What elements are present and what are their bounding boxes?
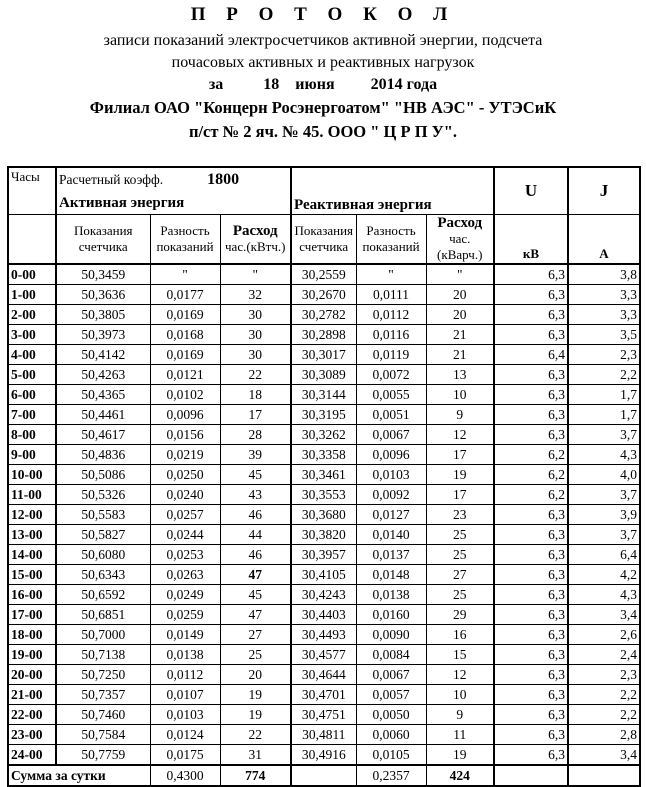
reactive-diff-cell: 0,0051 [356, 405, 426, 425]
reactive-rashod-title: Расход [437, 215, 483, 231]
active-rashod-cell: 45 [220, 465, 291, 485]
reactive-energy-header: Реактивная энергия [291, 167, 494, 215]
active-reading-cell: 50,7584 [56, 725, 150, 745]
hour-cell: 9-00 [8, 445, 56, 465]
hour-cell: 4-00 [8, 345, 56, 365]
hour-cell: 24-00 [8, 745, 56, 766]
j-cell: 3,3 [568, 305, 640, 325]
totals-label: Сумма за сутки [8, 765, 150, 786]
active-rashod-title: Расход [232, 223, 278, 239]
active-reading-cell: 50,4617 [56, 425, 150, 445]
active-diff-cell: 0,0249 [150, 585, 220, 605]
u-cell: 6,4 [494, 345, 568, 365]
reactive-reading-cell: 30,4916 [291, 745, 356, 766]
reactive-rashod-cell: 16 [426, 625, 494, 645]
active-diff-cell: 0,0240 [150, 485, 220, 505]
hour-cell: 22-00 [8, 705, 56, 725]
u-cell: 6,3 [494, 745, 568, 766]
active-reading-cell: 50,4365 [56, 385, 150, 405]
j-cell: 4,3 [568, 445, 640, 465]
u-cell: 6,3 [494, 665, 568, 685]
active-diff-cell: 0,0107 [150, 685, 220, 705]
reactive-diff-cell: 0,0067 [356, 425, 426, 445]
j-cell: 2,3 [568, 665, 640, 685]
active-reading-cell: 50,7250 [56, 665, 150, 685]
active-diff-cell: 0,0112 [150, 665, 220, 685]
table-row [8, 745, 640, 766]
active-diff-cell: 0,0102 [150, 385, 220, 405]
active-rashod-cell: 25 [220, 645, 291, 665]
reactive-rashod-cell: 9 [426, 405, 494, 425]
reactive-diff-cell: 0,0084 [356, 645, 426, 665]
active-diff-cell: 0,0257 [150, 505, 220, 525]
reactive-reading-cell: 30,4751 [291, 705, 356, 725]
j-header: J [568, 167, 640, 215]
reactive-diff-cell: 0,0050 [356, 705, 426, 725]
active-rashod-cell: 22 [220, 365, 291, 385]
active-reading-cell: 50,6343 [56, 565, 150, 585]
j-cell: 3,7 [568, 525, 640, 545]
j-unit-header: А [568, 215, 640, 265]
table-row [8, 485, 640, 505]
u-cell: 6,3 [494, 605, 568, 625]
reactive-diff-cell: 0,0119 [356, 345, 426, 365]
active-rashod-cell: 47 [220, 605, 291, 625]
table-row [8, 565, 640, 585]
hour-cell: 15-00 [8, 565, 56, 585]
totals-reactive-rashod: 424 [426, 765, 494, 786]
reactive-diff-cell: " [356, 264, 426, 285]
reactive-reading-cell: 30,2898 [291, 325, 356, 345]
reactive-diff-cell: 0,0055 [356, 385, 426, 405]
reactive-reading-cell: 30,3820 [291, 525, 356, 545]
active-diff-cell: 0,0149 [150, 625, 220, 645]
active-reading-cell: 50,3973 [56, 325, 150, 345]
active-rashod-cell: 28 [220, 425, 291, 445]
reactive-rashod-cell: 21 [426, 325, 494, 345]
date-day: 18 [263, 76, 280, 93]
reactive-diff-cell: 0,0057 [356, 685, 426, 705]
reactive-rashod-cell: 15 [426, 645, 494, 665]
hour-cell: 16-00 [8, 585, 56, 605]
j-cell: 4,0 [568, 465, 640, 485]
active-diff-header: Разность показаний [150, 215, 220, 265]
reactive-reading-cell: 30,3553 [291, 485, 356, 505]
coef-header [56, 167, 291, 191]
table-row [8, 325, 640, 345]
active-rashod-cell: 17 [220, 405, 291, 425]
readings-table [7, 166, 641, 787]
u-cell: 6,3 [494, 565, 568, 585]
totals-j-empty [568, 765, 640, 786]
u-cell: 6,3 [494, 645, 568, 665]
j-cell: 3,5 [568, 325, 640, 345]
hour-cell: 8-00 [8, 425, 56, 445]
date-month: июня [295, 76, 335, 93]
reactive-reading-cell: 30,3358 [291, 445, 356, 465]
reactive-diff-cell: 0,0067 [356, 665, 426, 685]
j-cell: 3,8 [568, 264, 640, 285]
reactive-reading-cell: 30,3017 [291, 345, 356, 365]
reactive-rashod-cell: 9 [426, 705, 494, 725]
reactive-diff-header: Разность показаний [356, 215, 426, 265]
reactive-reading-cell: 30,3144 [291, 385, 356, 405]
active-rashod-unit: час.(кВтч.) [225, 239, 286, 254]
hour-cell: 1-00 [8, 285, 56, 305]
u-cell: 6,3 [494, 505, 568, 525]
active-reading-cell: 50,7759 [56, 745, 150, 766]
reactive-reading-cell: 30,4493 [291, 625, 356, 645]
reactive-diff-cell: 0,0116 [356, 325, 426, 345]
reactive-rashod-cell: 12 [426, 665, 494, 685]
active-reading-cell: 50,5827 [56, 525, 150, 545]
reactive-reading-cell: 30,4644 [291, 665, 356, 685]
table-row [8, 505, 640, 525]
active-diff-cell: 0,0124 [150, 725, 220, 745]
reactive-diff-cell: 0,0138 [356, 585, 426, 605]
u-cell: 6,3 [494, 405, 568, 425]
table-footer [8, 765, 640, 786]
reactive-reading-cell: 30,3461 [291, 465, 356, 485]
reactive-rashod-cell: 17 [426, 445, 494, 465]
reactive-rashod-cell: 17 [426, 485, 494, 505]
table-row [8, 445, 640, 465]
active-rashod-cell: 27 [220, 625, 291, 645]
j-cell: 2,4 [568, 645, 640, 665]
active-diff-cell: 0,0175 [150, 745, 220, 766]
table-row [8, 525, 640, 545]
active-rashod-cell: 45 [220, 585, 291, 605]
table-row [8, 545, 640, 565]
hour-cell: 10-00 [8, 465, 56, 485]
reactive-rashod-cell: 29 [426, 605, 494, 625]
active-reading-cell: 50,6592 [56, 585, 150, 605]
reactive-diff-cell: 0,0127 [356, 505, 426, 525]
j-cell: 2,2 [568, 365, 640, 385]
coef-label: Расчетный коэфф. [59, 171, 164, 187]
totals-active-rashod: 774 [220, 765, 291, 786]
reactive-diff-cell: 0,0060 [356, 725, 426, 745]
u-cell: 6,3 [494, 264, 568, 285]
u-cell: 6,3 [494, 585, 568, 605]
j-cell: 6,4 [568, 545, 640, 565]
hour-cell: 2-00 [8, 305, 56, 325]
active-diff-cell: 0,0250 [150, 465, 220, 485]
hour-cell: 0-00 [8, 264, 56, 285]
table-row [8, 285, 640, 305]
hour-cell: 6-00 [8, 385, 56, 405]
reactive-rashod-cell: 20 [426, 285, 494, 305]
date-line [0, 76, 646, 94]
reactive-diff-cell: 0,0137 [356, 545, 426, 565]
u-cell: 6,3 [494, 365, 568, 385]
u-cell: 6,2 [494, 485, 568, 505]
table-row [8, 585, 640, 605]
reactive-rashod-cell: 19 [426, 465, 494, 485]
reactive-rashod-cell: 10 [426, 685, 494, 705]
active-energy-header: Активная энергия [56, 191, 291, 214]
active-reading-cell: 50,4836 [56, 445, 150, 465]
hour-cell: 17-00 [8, 605, 56, 625]
active-reading-cell: 50,4142 [56, 345, 150, 365]
table-row [8, 345, 640, 365]
table-row [8, 665, 640, 685]
table-row [8, 425, 640, 445]
j-cell: 2,3 [568, 345, 640, 365]
reactive-rashod-cell: 25 [426, 585, 494, 605]
j-cell: 1,7 [568, 385, 640, 405]
u-cell: 6,3 [494, 525, 568, 545]
reactive-reading-cell: 30,4577 [291, 645, 356, 665]
active-rashod-cell: 20 [220, 665, 291, 685]
u-cell: 6,3 [494, 285, 568, 305]
j-cell: 2,2 [568, 705, 640, 725]
active-diff-cell: 0,0259 [150, 605, 220, 625]
date-prefix: за [208, 76, 224, 93]
active-rashod-cell: 30 [220, 325, 291, 345]
reactive-rashod-cell: 21 [426, 345, 494, 365]
j-cell: 3,4 [568, 745, 640, 766]
hour-cell: 13-00 [8, 525, 56, 545]
reactive-rashod-cell: 11 [426, 725, 494, 745]
table-row [8, 385, 640, 405]
u-unit-header: кВ [494, 215, 568, 265]
reactive-reading-cell: 30,4701 [291, 685, 356, 705]
reactive-rashod-cell: 25 [426, 525, 494, 545]
active-reading-cell: 50,7138 [56, 645, 150, 665]
table-row [8, 625, 640, 645]
active-diff-cell: 0,0169 [150, 345, 220, 365]
active-diff-cell: 0,0156 [150, 425, 220, 445]
reactive-reading-cell: 30,4243 [291, 585, 356, 605]
u-cell: 6,3 [494, 725, 568, 745]
table-row [8, 305, 640, 325]
table-row [8, 465, 640, 485]
j-cell: 1,7 [568, 405, 640, 425]
table-row [8, 645, 640, 665]
hour-cell: 7-00 [8, 405, 56, 425]
j-cell: 2,2 [568, 685, 640, 705]
subtitle-line-1: записи показаний электросчетчиков активной энергии, подсчета [103, 32, 543, 49]
reactive-rashod-cell: 13 [426, 365, 494, 385]
active-rashod-header [220, 215, 291, 265]
table-body [8, 264, 640, 765]
active-reading-cell: 50,4263 [56, 365, 150, 385]
active-reading-cell: 50,7460 [56, 705, 150, 725]
table-row [8, 725, 640, 745]
j-cell: 3,4 [568, 605, 640, 625]
active-diff-cell: " [150, 264, 220, 285]
reactive-diff-cell: 0,0140 [356, 525, 426, 545]
active-rashod-cell: 46 [220, 505, 291, 525]
active-rashod-cell: 44 [220, 525, 291, 545]
active-reading-header: Показания счетчика [56, 215, 150, 265]
u-cell: 6,2 [494, 445, 568, 465]
reactive-rashod-cell: 27 [426, 565, 494, 585]
reactive-rashod-cell: 25 [426, 545, 494, 565]
active-reading-cell: 50,7000 [56, 625, 150, 645]
active-diff-cell: 0,0138 [150, 645, 220, 665]
j-cell: 2,6 [568, 625, 640, 645]
reactive-reading-cell: 30,2670 [291, 285, 356, 305]
j-cell: 3,3 [568, 285, 640, 305]
table-row [8, 685, 640, 705]
active-rashod-cell: 30 [220, 345, 291, 365]
subtitle-line-2: почасовых активных и реактивных нагрузок [171, 54, 475, 71]
reactive-diff-cell: 0,0105 [356, 745, 426, 766]
active-rashod-cell: 19 [220, 685, 291, 705]
active-diff-cell: 0,0263 [150, 565, 220, 585]
u-header: U [494, 167, 568, 215]
hour-cell: 21-00 [8, 685, 56, 705]
hour-cell: 14-00 [8, 545, 56, 565]
table-row [8, 705, 640, 725]
coef-value: 1800 [207, 170, 240, 188]
substation-line: п/ст № 2 яч. № 45. ООО " Ц Р П У". [188, 122, 458, 141]
hour-cell: 20-00 [8, 665, 56, 685]
hour-cell: 5-00 [8, 365, 56, 385]
j-cell: 4,3 [568, 585, 640, 605]
u-cell: 6,3 [494, 625, 568, 645]
hour-cell: 11-00 [8, 485, 56, 505]
active-rashod-cell: 30 [220, 305, 291, 325]
reactive-diff-cell: 0,0096 [356, 445, 426, 465]
date-year: 2014 года [370, 76, 438, 93]
reactive-reading-header: Показания счетчика [291, 215, 356, 265]
active-reading-cell: 50,3459 [56, 264, 150, 285]
active-reading-cell: 50,6080 [56, 545, 150, 565]
u-cell: 6,3 [494, 325, 568, 345]
u-cell: 6,3 [494, 545, 568, 565]
active-rashod-cell: " [220, 264, 291, 285]
active-rashod-cell: 43 [220, 485, 291, 505]
reactive-rashod-cell: 12 [426, 425, 494, 445]
hour-cell: 12-00 [8, 505, 56, 525]
reactive-reading-cell: 30,4811 [291, 725, 356, 745]
j-cell: 3,9 [568, 505, 640, 525]
table-row [8, 264, 640, 285]
reactive-rashod-cell: " [426, 264, 494, 285]
reactive-diff-cell: 0,0090 [356, 625, 426, 645]
active-reading-cell: 50,5326 [56, 485, 150, 505]
active-diff-cell: 0,0168 [150, 325, 220, 345]
active-diff-cell: 0,0219 [150, 445, 220, 465]
active-rashod-cell: 39 [220, 445, 291, 465]
reactive-diff-cell: 0,0160 [356, 605, 426, 625]
reactive-reading-cell: 30,4105 [291, 565, 356, 585]
j-cell: 3,7 [568, 425, 640, 445]
active-rashod-cell: 31 [220, 745, 291, 766]
u-cell: 6,2 [494, 465, 568, 485]
active-rashod-cell: 32 [220, 285, 291, 305]
reactive-diff-cell: 0,0148 [356, 565, 426, 585]
filial-line: Филиал ОАО "Концерн Росэнергоатом" "НВ АЭС" - УТЭСиК [89, 98, 557, 117]
u-cell: 6,3 [494, 305, 568, 325]
totals-reactive-reading-empty [291, 765, 356, 786]
active-reading-cell: 50,6851 [56, 605, 150, 625]
reactive-reading-cell: 30,3262 [291, 425, 356, 445]
totals-reactive-diff: 0,2357 [356, 765, 426, 786]
j-cell: 4,2 [568, 565, 640, 585]
totals-u-empty [494, 765, 568, 786]
reactive-reading-cell: 30,4403 [291, 605, 356, 625]
hours-header: Часы [8, 167, 56, 215]
active-diff-cell: 0,0169 [150, 305, 220, 325]
active-diff-cell: 0,0103 [150, 705, 220, 725]
j-cell: 2,8 [568, 725, 640, 745]
active-rashod-cell: 19 [220, 705, 291, 725]
u-cell: 6,3 [494, 385, 568, 405]
table-row [8, 605, 640, 625]
reactive-reading-cell: 30,3680 [291, 505, 356, 525]
active-reading-cell: 50,7357 [56, 685, 150, 705]
active-diff-cell: 0,0177 [150, 285, 220, 305]
reactive-diff-cell: 0,0103 [356, 465, 426, 485]
active-diff-cell: 0,0244 [150, 525, 220, 545]
active-reading-cell: 50,5583 [56, 505, 150, 525]
reactive-rashod-cell: 10 [426, 385, 494, 405]
reactive-diff-cell: 0,0112 [356, 305, 426, 325]
reactive-rashod-cell: 19 [426, 745, 494, 766]
active-rashod-cell: 46 [220, 545, 291, 565]
reactive-diff-cell: 0,0092 [356, 485, 426, 505]
table-row [8, 405, 640, 425]
hour-cell: 23-00 [8, 725, 56, 745]
reactive-reading-cell: 30,3089 [291, 365, 356, 385]
totals-active-diff: 0,4300 [150, 765, 220, 786]
active-reading-cell: 50,4461 [56, 405, 150, 425]
u-cell: 6,3 [494, 685, 568, 705]
active-rashod-cell: 47 [220, 565, 291, 585]
active-rashod-cell: 22 [220, 725, 291, 745]
reactive-reading-cell: 30,2782 [291, 305, 356, 325]
table-row [8, 365, 640, 385]
reactive-diff-cell: 0,0111 [356, 285, 426, 305]
u-cell: 6,3 [494, 705, 568, 725]
active-diff-cell: 0,0253 [150, 545, 220, 565]
active-reading-cell: 50,3636 [56, 285, 150, 305]
reactive-reading-cell: 30,3957 [291, 545, 356, 565]
j-cell: 3,7 [568, 485, 640, 505]
table-header [8, 167, 640, 264]
hour-cell: 3-00 [8, 325, 56, 345]
u-cell: 6,3 [494, 425, 568, 445]
active-diff-cell: 0,0121 [150, 365, 220, 385]
reactive-rashod-header [426, 215, 494, 265]
hour-cell: 19-00 [8, 645, 56, 665]
reactive-diff-cell: 0,0072 [356, 365, 426, 385]
active-diff-cell: 0,0096 [150, 405, 220, 425]
hours-subheader [8, 215, 56, 265]
hour-cell: 18-00 [8, 625, 56, 645]
active-reading-cell: 50,3805 [56, 305, 150, 325]
document-title: П Р О Т О К О Л [190, 4, 456, 25]
reactive-reading-cell: 30,2559 [291, 264, 356, 285]
active-reading-cell: 50,5086 [56, 465, 150, 485]
reactive-reading-cell: 30,3195 [291, 405, 356, 425]
active-rashod-cell: 18 [220, 385, 291, 405]
reactive-rashod-cell: 20 [426, 305, 494, 325]
reactive-rashod-cell: 23 [426, 505, 494, 525]
reactive-rashod-unit: час.(кВарч.) [437, 231, 483, 262]
